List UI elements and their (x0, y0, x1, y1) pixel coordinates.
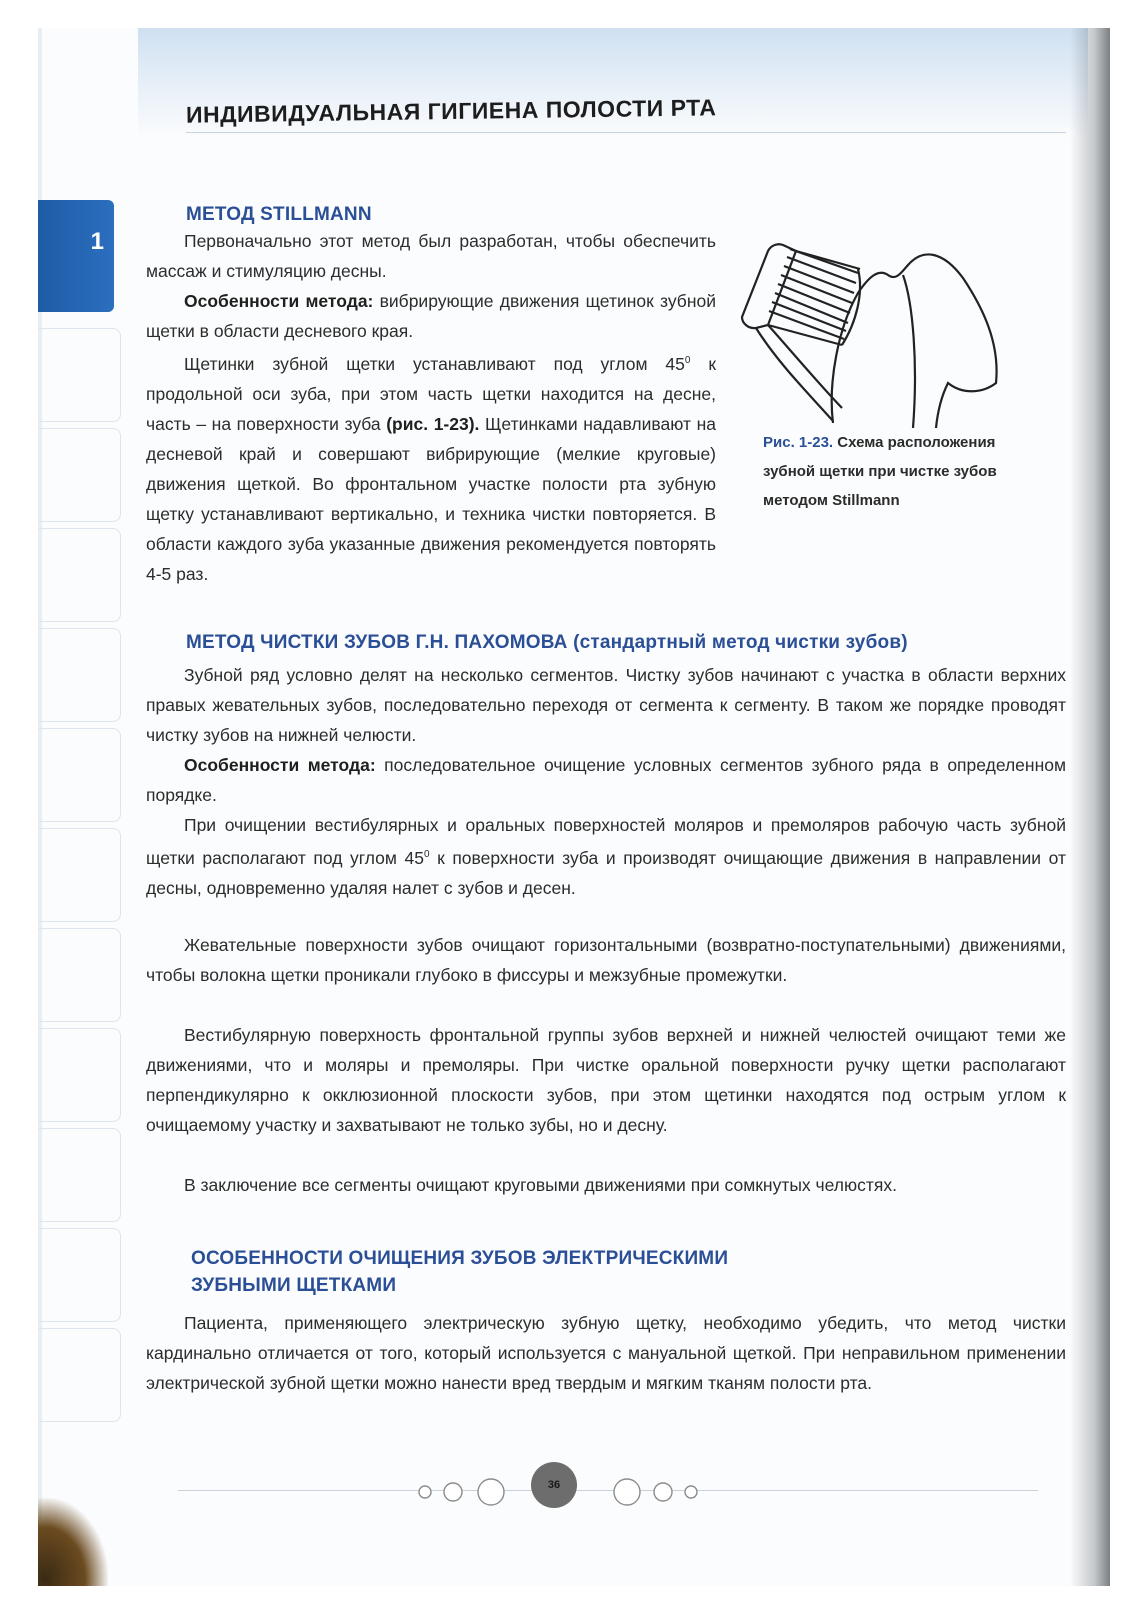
section-title-line: ЗУБНЫМИ ЩЕТКАМИ (191, 1275, 397, 1296)
chapter-tab-outline (38, 1128, 121, 1222)
paragraph-text: вибрирующие движения щетинок зубной щетки в области десневого края. (146, 291, 716, 341)
gutter-shadow (1070, 28, 1110, 1586)
chapter-number: 1 (90, 228, 104, 255)
chapter-tab-outline (38, 328, 121, 422)
book-page (38, 28, 1110, 1586)
chapter-tab-outline (38, 1228, 121, 1322)
paragraph-text: Первоначально этот метод был разработан, чтобы обеспечить массаж и стимуляцию десны. (146, 231, 716, 281)
paragraph-text: Жевательные поверхности зубов очищают горизонтальными (возвратно-поступательными) движениями, чтобы волокна щетки проникали глубоко в фиссуры и межзубные промежутки. (146, 935, 1066, 985)
chapter-tab-outline (38, 1328, 121, 1422)
paragraph-text: Щетинками надавливают на десневой край и совершают вибрирующие (мелкие круговые) движения щеткой. Во фронтальном участке полости рта зубную щетку устанавливают вертикально, и техника чистки повторяется. В области каждого зуба указанные движения рекомендуется повторять 4-5 раз. (146, 413, 717, 584)
figure-drawing (738, 233, 1008, 428)
chapter-tab-outline (38, 828, 121, 922)
bold-label: Особенности метода: (184, 755, 376, 775)
chapter-tab-outline (38, 728, 121, 822)
section-title-stillmann: МЕТОД STILLMANN (186, 204, 372, 225)
pakhomov-paragraph-features (146, 750, 1066, 810)
degree-superscript: 0 (684, 355, 691, 366)
figure-caption (763, 428, 1013, 515)
paragraph-text: Пациента, применяющего электрическую зубную щетку, необходимо убедить, что метод чистки кардинально отличается от того, который используется с мануальной щеткой. При неправильном применении электрической зубной щетки можно нанести вред твердым и мягким тканям полости рта. (146, 1313, 1066, 1393)
stillmann-paragraph-technique (146, 346, 716, 589)
stillmann-paragraph-intro (146, 226, 716, 286)
caption-text: Схема расположения зубной щетки при чистке зубов методом Stillmann (763, 434, 997, 509)
degree-superscript: 0 (423, 849, 430, 860)
paragraph-text: Щетинки зубной щетки устанавливают под углом 45 (184, 353, 685, 374)
paragraph-text: В заключение все сегменты очищают круговыми движениями при сомкнутых челюстях. (184, 1175, 897, 1195)
paragraph-text: последовательное очищение условных сегментов зубного ряда в определенном порядке. (146, 755, 1067, 805)
figure-reference: (рис. 1-23). (386, 413, 480, 434)
chapter-tab (38, 200, 114, 312)
page-number: 36 (531, 1462, 577, 1508)
running-header: ИНДИВИДУАЛЬНАЯ ГИГИЕНА ПОЛОСТИ РТА (185, 94, 717, 128)
chapter-tab-outline (38, 628, 121, 722)
scan-thumb-shadow (38, 1498, 108, 1586)
stillmann-paragraph-features (146, 286, 716, 346)
pakhomov-paragraph-frontal (146, 1020, 1066, 1140)
section-title-pakhomov: МЕТОД ЧИСТКИ ЗУБОВ Г.Н. ПАХОМОВА (стандартный метод чистки зубов) (186, 632, 908, 653)
paragraph-text: Зубной ряд условно делят на несколько сегментов. Чистку зубов начинают с участка в области верхних правых жевательных зубов, последовательно переходя от сегмента к сегменту. В таком же порядке проводят чистку зубов на нижней челюсти. (146, 665, 1066, 745)
pakhomov-paragraph-conclusion (146, 1170, 1066, 1200)
chapter-tab-outline (38, 1028, 121, 1122)
chapter-tab-outline (38, 428, 121, 522)
chapter-tab-outline (38, 928, 121, 1022)
section-title-line: ОСОБЕННОСТИ ОЧИЩЕНИЯ ЗУБОВ ЭЛЕКТРИЧЕСКИМИ (191, 1248, 729, 1269)
toothbrush-on-tooth-illustration (738, 233, 1008, 428)
paragraph-text: к продольной оси зуба, при этом часть щетки находится на десне, часть – на поверхности зуба (146, 353, 716, 434)
pakhomov-paragraph-intro (146, 660, 1066, 750)
electric-paragraph (146, 1308, 1066, 1398)
bold-label: Особенности метода: (184, 291, 374, 311)
paragraph-text: Вестибулярную поверхность фронтальной группы зубов верхней и нижней челюстей очищают теми же движениями, что и моляры и премоляры. При чистке оральной поверхности ручку щетки располагают перпендикулярно к окклюзионной плоскости зубов, при этом щетинки находятся под острым углом к очищаемому участку и захватывают не только зубы, но и десну. (146, 1025, 1066, 1135)
figure-number: Рис. 1-23. (763, 434, 834, 451)
pakhomov-paragraph-chewing (146, 930, 1066, 990)
paragraph-text: При очищении вестибулярных и оральных поверхностей моляров и премоляров рабочую часть зубной щетки располагают под углом 45 (146, 815, 1066, 868)
section-title-electric (191, 1248, 728, 1297)
chapter-tab-outline (38, 528, 121, 622)
paragraph-text: к поверхности зуба и производят очищающие движения в направлении от десны, одновременно удаляя налет с зубов и десен. (146, 847, 1067, 898)
pakhomov-paragraph-vestibular (146, 810, 1066, 903)
